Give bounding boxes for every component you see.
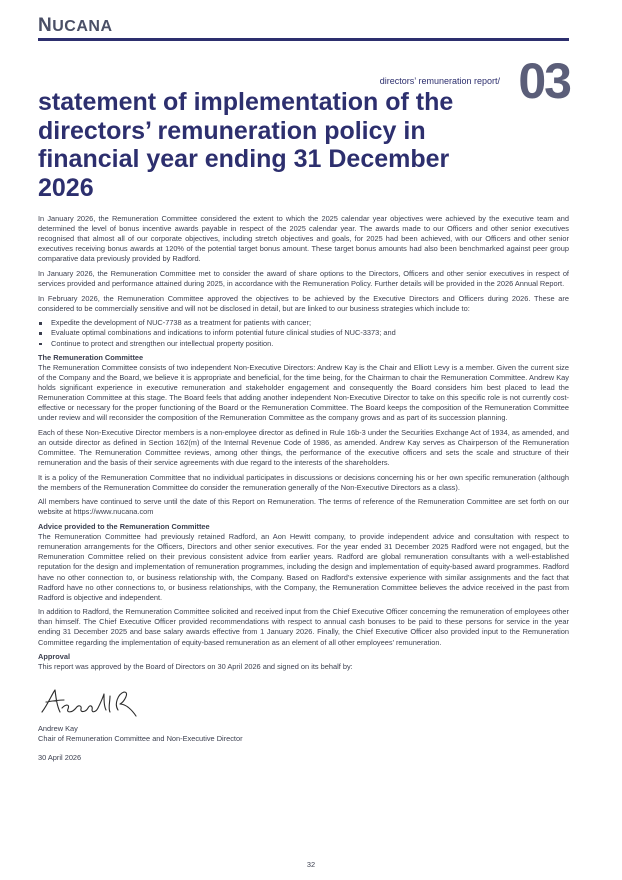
intro-paragraph: In January 2026, the Remuneration Committee met to consider the award of share options to the Directors, Officers and other senior executives in respect of services provided and performance attained during 2025, in accordance with the Remuneration Policy. Further details will be provided in the 2026 Annual Report. (38, 268, 569, 289)
body-paragraph: The Remuneration Committee consists of two independent Non-Executive Directors: Andrew Kay is the Chair and Elliott Levy is a member. Given the current size of the Company and the Board, we believe it is appropriate and beneficial, for the time being, for the Chairman to chair the Remuneration Committee. Andrew Kay holds significant experience in executive remuneration and stakeholder engagement and consequently the Board considers him best placed to lead the Remuneration Committee at this stage. The Board feels that adding another independent Non-Executive Director to take on this specific role is not currently cost-effective or necessary for the proper functioning of the Board or the Remuneration Committee. The Board keeps the composition of the Remuneration Committee under review and will reconsider the composition of the Remuneration Committee as the company grows and as part of its succession planning. (38, 362, 569, 423)
body-content (38, 214, 569, 763)
body-paragraph: In addition to Radford, the Remuneration Committee solicited and received input from the Chief Executive Officer concerning the remuneration of employees other than himself. The Chief Executive Officer provided recommendations with respect to annual cash bonuses to be paid to these persons for service in the year ending 31 December 2025 and base salary awards effective from 1 January 2026. Finally, the Chief Executive Officer also provided input to the Remuneration Committee regarding the implementation of equity-based remuneration as an element of all other employees’ remuneration. (38, 607, 569, 647)
page-title: statement of implementation of the directors’ remuneration policy in financial year ending 31 December 2026 (38, 88, 454, 202)
intro-paragraph: In January 2026, the Remuneration Committee considered the extent to which the 2025 calendar year objectives were achieved by the executive team and determined the level of bonus incentive awards payable in respect of the 2025 calendar year. The awards made to our Officers and other senior executives recognised that almost all of our corporate objectives, including stretch objectives and goals, for 2025 had been achieved, with our Officers and other senior executives receiving bonus awards at 120% of the potential target bonus amount. These target bonus amounts had also been benchmarked against peer group comparative data previously provided by Radford. (38, 214, 569, 264)
body-paragraph: It is a policy of the Remuneration Committee that no individual participates in discussions or decisions concerning his or her own specific remuneration (although the members of the Remuneration Committee do consider the remuneration generally of the Non-Executive Directors as a class). (38, 472, 569, 492)
signatory-title: Chair of Remuneration Committee and Non-Executive Director (38, 734, 243, 744)
strategy-list (38, 318, 569, 348)
approval-text: This report was approved by the Board of Directors on 30 April 2026 and signed on its behalf by: (38, 662, 353, 672)
list-item: Expedite the development of NUC-7738 as a treatment for patients with cancer; (38, 318, 569, 328)
body-paragraph: All members have continued to serve until the date of this Report on Remuneration. The terms of reference of the Remuneration Committee are set forth on our website at https://www.nucana.com (38, 497, 569, 517)
nucana-logo: NUCANA (38, 15, 113, 36)
list-item: Continue to protect and strengthen our intellectual property position. (38, 339, 569, 349)
signatory-block (38, 724, 569, 762)
signatory-name: Andrew Kay (38, 724, 78, 734)
section-number: 03 (518, 53, 570, 109)
header-rule (38, 38, 569, 41)
section-heading-advice: Advice provided to the Remuneration Committee (38, 522, 210, 532)
page-number: 32 (306, 860, 316, 869)
section-heading-remuneration-committee: The Remuneration Committee (38, 352, 144, 362)
signature-date: 30 April 2026 (38, 752, 82, 762)
list-item: Evaluate optimal combinations and indications to inform potential future clinical studies of NUC-3373; and (38, 328, 569, 338)
body-paragraph: The Remuneration Committee had previously retained Radford, an Aon Hewitt company, to provide independent advice and consultation with respect to remuneration arrangements for the Officers, Directors and other senior executives. For the year ended 31 December 2025 Radford were not engaged, but the Remuneration Committee relied on their previous consistent advice from earlier years. Radford are global remuneration consultants with a well-established reputation for the design and implementation of remuneration programmes, including the design and implementation of equity-based award programmes. Radford have no other connection to, or business relationship with, the Company. Based on Radford’s extensive experience with similar assignments and the fact that Radford have no other connections to, or business relationships, with the Company, the Remuneration Committee believes the advice received in the past from Radford is objective and independent. (38, 532, 569, 602)
section-label: directors’ remuneration report/ (379, 76, 500, 86)
section-heading-approval: Approval (38, 652, 71, 662)
signature-image (38, 682, 569, 722)
intro-paragraph: In February 2026, the Remuneration Committee approved the objectives to be achieved by the Executive Directors and Officers during 2026. These are considered to be commercially sensitive and will not be disclosed in detail, but are linked to our business strategies which include to: (38, 293, 569, 313)
body-paragraph: Each of these Non-Executive Director members is a non-employee director as defined in Rule 16b-3 under the Securities Exchange Act of 1934, as amended, and an outside director as defined in Section 162(m) of the Internal Revenue Code of 1986, as amended. Andrew Kay serves as Chairperson of the Remuneration Committee. The Remuneration Committee reviews, among other things, the performance of the executive officers and sets the scale and structure of their remuneration and the basis of their service agreements with due regard to the interests of the shareholders. (38, 427, 569, 468)
